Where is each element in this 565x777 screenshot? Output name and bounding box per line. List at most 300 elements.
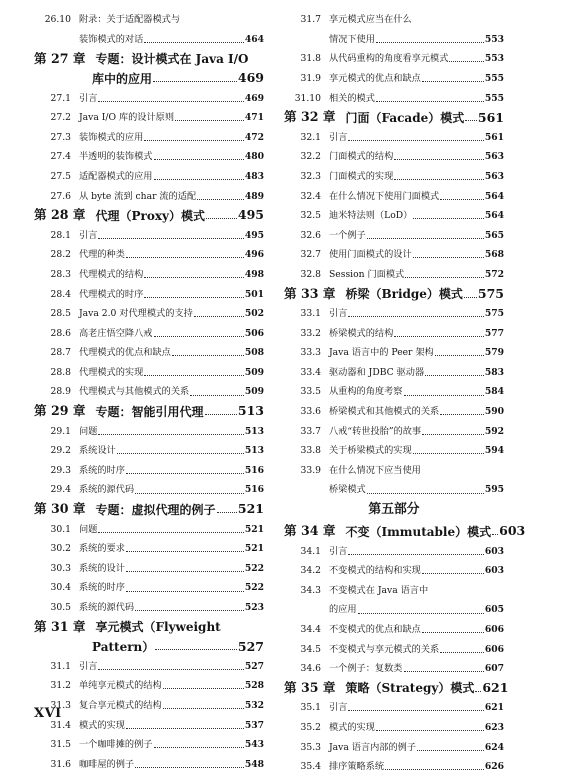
entry-title: 桥梁模式 — [329, 484, 366, 496]
section-number: 34.5 — [300, 643, 321, 655]
page-number: 521 — [244, 523, 264, 535]
entry-title: 模式的实现 — [329, 721, 375, 733]
entry-title: 代理模式的优点和缺点 — [79, 347, 171, 359]
dot-leader — [348, 710, 483, 711]
dot-leader — [126, 728, 244, 729]
dot-leader — [465, 120, 477, 121]
dot-leader — [449, 61, 483, 62]
page-number: 605 — [484, 604, 504, 616]
page-number: 506 — [244, 327, 264, 339]
page-number: 508 — [244, 347, 264, 359]
toc-entry — [284, 737, 504, 757]
toc-entry — [34, 676, 264, 696]
section-number: 32.1 — [300, 131, 321, 143]
entry-title: 半透明的装饰模式 — [79, 151, 153, 163]
section-number: 28.6 — [50, 327, 71, 339]
page-number: 583 — [484, 366, 504, 378]
toc-entry — [34, 559, 264, 579]
toc-entry — [34, 363, 264, 383]
page-number: 543 — [244, 739, 264, 751]
toc-entry-continuation — [34, 30, 264, 50]
dot-leader — [154, 179, 244, 180]
dot-leader — [98, 532, 243, 533]
entry-title: 系统的源代码 — [79, 484, 135, 496]
toc-entry — [34, 284, 264, 304]
chapter-heading — [284, 679, 509, 699]
toc-entry — [34, 578, 264, 598]
toc-entry — [34, 382, 264, 402]
toc-entry — [34, 519, 264, 539]
dot-leader — [126, 551, 244, 552]
page-number: 509 — [244, 386, 264, 398]
dot-leader — [163, 708, 244, 709]
entry-title: Java 语言内部的例子 — [329, 741, 417, 753]
entry-title: 适配器模式的应用 — [79, 170, 153, 182]
entry-title: 问题 — [79, 425, 98, 437]
dot-leader — [153, 81, 237, 82]
section-number: 29.2 — [50, 445, 71, 457]
section-number: 32.7 — [300, 249, 321, 261]
page-number: 563 — [484, 170, 504, 182]
toc-entry — [284, 421, 504, 441]
toc-entry — [284, 69, 504, 89]
entry-title: 不变模式与享元模式的关系 — [329, 643, 440, 655]
page-number: 469 — [237, 70, 264, 86]
chapter-number: 第 34 章 — [284, 523, 336, 539]
section-number: 33.4 — [300, 366, 321, 378]
page-number: 501 — [244, 288, 264, 300]
dot-leader — [98, 434, 243, 435]
page-number: 621 — [484, 702, 504, 714]
entry-title: 驱动器和 JDBC 驱动器 — [329, 366, 425, 378]
dot-leader — [367, 493, 484, 494]
chapter-heading-continuation — [34, 637, 264, 657]
section-number: 32.6 — [300, 229, 321, 241]
toc-entry — [34, 88, 264, 108]
toc-entry — [284, 441, 504, 461]
dot-leader — [422, 81, 484, 82]
toc-entry — [284, 698, 504, 718]
section-number: 27.5 — [50, 170, 71, 182]
page-number: 521 — [237, 501, 264, 517]
section-number: 34.1 — [300, 545, 321, 557]
page-number: 522 — [244, 562, 264, 574]
section-number: 31.2 — [50, 680, 71, 692]
toc-left-column — [34, 10, 264, 774]
page-number: 489 — [244, 190, 264, 202]
dot-leader — [135, 610, 244, 611]
entry-title: 咖啡屋的例子 — [79, 758, 135, 770]
entry-title: 八戒“转世投胎”的故事 — [329, 425, 422, 437]
section-number: 27.4 — [50, 151, 71, 163]
entry-title: 系统的设计 — [79, 562, 125, 574]
section-number: 33.3 — [300, 347, 321, 359]
page-number: 592 — [484, 425, 504, 437]
entry-title: 门面（Facade）模式 — [345, 110, 465, 125]
toc-entry — [34, 186, 264, 206]
entry-title: 模式的实现 — [79, 719, 125, 731]
dot-leader — [464, 297, 477, 298]
dot-leader — [194, 316, 244, 317]
dot-leader — [394, 179, 484, 180]
entry-title: 问题 — [79, 523, 98, 535]
dot-leader — [404, 395, 484, 396]
dot-leader — [126, 571, 244, 572]
toc-entry — [34, 421, 264, 441]
section-number: 29.1 — [50, 425, 71, 437]
section-number: 29.4 — [50, 484, 71, 496]
entry-title: 从重构的角度考察 — [329, 386, 403, 398]
section-number: 35.3 — [300, 741, 321, 753]
page-number: 498 — [244, 268, 264, 280]
entry-title: 不变模式的优点和缺点 — [329, 624, 421, 635]
toc-entry-continuation — [284, 480, 504, 500]
section-number: 33.2 — [300, 327, 321, 339]
section-number: 32.5 — [300, 210, 321, 222]
page-number: 527 — [244, 660, 264, 672]
section-number: 31.9 — [300, 72, 321, 84]
page-number: 561 — [484, 131, 504, 143]
toc-entry — [284, 167, 504, 187]
section-number: 33.1 — [300, 308, 321, 320]
section-number: 32.8 — [300, 268, 321, 280]
entry-title: 一个例子：复数类 — [329, 663, 403, 675]
dot-leader — [394, 336, 484, 337]
toc-entry — [284, 541, 504, 561]
section-number: 31.5 — [50, 739, 71, 751]
dot-leader — [376, 42, 484, 43]
page-number: 516 — [244, 464, 264, 476]
toc-entry — [284, 639, 504, 659]
section-number: 31.4 — [50, 719, 71, 731]
dot-leader — [422, 573, 484, 574]
page-number: 502 — [244, 308, 264, 320]
entry-title: 门面模式的结构 — [329, 151, 394, 163]
chapter-number: 第 29 章 — [34, 403, 86, 419]
dot-leader — [475, 691, 481, 692]
entry-title: Pattern） — [92, 639, 155, 654]
dot-leader — [376, 730, 484, 731]
entry-title: Java 2.0 对代理模式的支持 — [79, 308, 193, 320]
entry-title: 装饰模式的应用 — [79, 131, 144, 143]
toc-entry — [34, 480, 264, 500]
dot-leader — [144, 375, 244, 376]
page-number: 584 — [484, 386, 504, 398]
page-number: 565 — [484, 229, 504, 241]
entry-title: 系统的时序 — [79, 464, 125, 476]
entry-title: 代理的种类 — [79, 249, 125, 261]
page-number: 621 — [482, 680, 509, 696]
dot-leader — [417, 750, 484, 751]
toc-entry — [34, 343, 264, 363]
section-number: 34.4 — [300, 624, 321, 635]
page-number: 532 — [244, 699, 264, 711]
dot-leader — [126, 473, 244, 474]
section-number: 30.2 — [50, 543, 71, 555]
dot-leader — [135, 767, 244, 768]
section-number: 34.3 — [300, 584, 321, 596]
page-number: 607 — [484, 663, 504, 675]
toc-entry — [284, 128, 504, 148]
page-number: 553 — [484, 33, 504, 45]
entry-title: 迪米特法则（LoD） — [329, 210, 413, 222]
section-number: 34.2 — [300, 565, 321, 577]
page-number: 603 — [499, 523, 526, 539]
entry-title: 桥梁模式和其他模式的关系 — [329, 406, 440, 418]
section-number: 35.4 — [300, 761, 321, 773]
toc-entry — [284, 147, 504, 167]
dot-leader — [206, 218, 237, 219]
entry-title: 享元模式应当在什么 — [329, 14, 412, 26]
dot-leader — [413, 218, 484, 219]
dot-leader — [197, 199, 244, 200]
toc-entry — [34, 147, 264, 167]
dot-leader — [404, 671, 484, 672]
section-number: 31.6 — [50, 758, 71, 770]
dot-leader — [413, 453, 484, 454]
toc-entry — [284, 265, 504, 285]
page-number: 472 — [244, 131, 264, 143]
entry-title: 在什么情况下应当使用 — [329, 464, 421, 476]
toc-entry — [284, 206, 504, 226]
dot-leader — [376, 101, 484, 102]
entry-title: 系统设计 — [79, 445, 116, 457]
chapter-heading — [34, 402, 264, 422]
page-number: 537 — [244, 719, 264, 731]
dot-leader — [367, 238, 484, 239]
entry-title: 装饰模式的对话 — [79, 33, 144, 45]
section-number: 26.10 — [44, 14, 71, 26]
section-number: 28.5 — [50, 308, 71, 320]
entry-title: 代理模式的结构 — [79, 268, 144, 280]
entry-title: 引言 — [79, 92, 98, 104]
dot-leader — [425, 375, 484, 376]
entry-title: 相关的模式 — [329, 92, 375, 104]
page-number: 568 — [484, 249, 504, 261]
toc-entry — [284, 245, 504, 265]
section-number: 32.4 — [300, 190, 321, 202]
entry-title: 引言 — [79, 660, 98, 672]
page-number: 513 — [237, 403, 264, 419]
entry-title: 门面模式的实现 — [329, 170, 394, 182]
section-number: 28.2 — [50, 249, 71, 261]
entry-title: 引言 — [329, 545, 348, 557]
page-number: 606 — [484, 624, 504, 635]
part-heading — [284, 500, 504, 522]
section-number: 28.9 — [50, 386, 71, 398]
toc-entry — [284, 461, 504, 481]
page-number: 577 — [484, 327, 504, 339]
section-number: 28.7 — [50, 347, 71, 359]
section-number: 31.7 — [300, 14, 321, 26]
entry-title: 不变模式的结构和实现 — [329, 565, 421, 577]
section-number: 34.6 — [300, 663, 321, 675]
page-folio: XVI — [34, 706, 62, 721]
page-number: 523 — [244, 602, 264, 613]
section-number: 33.5 — [300, 386, 321, 398]
toc-entry — [284, 226, 504, 246]
section-number: 35.1 — [300, 702, 321, 714]
page-number: 548 — [244, 758, 264, 770]
chapter-heading — [284, 522, 526, 542]
dot-leader — [154, 159, 244, 160]
dot-leader — [492, 534, 498, 535]
section-number: 27.3 — [50, 131, 71, 143]
chapter-heading — [34, 617, 264, 637]
page-number: 575 — [477, 285, 504, 301]
entry-title: 不变（Immutable）模式 — [345, 524, 492, 539]
page-number: 564 — [484, 190, 504, 202]
dot-leader — [348, 316, 483, 317]
page-number: 623 — [484, 721, 504, 733]
dot-leader — [435, 355, 484, 356]
entry-title: 使用门面模式的设计 — [329, 249, 412, 261]
toc-entry — [34, 461, 264, 481]
section-number: 33.9 — [300, 464, 321, 476]
chapter-number: 第 30 章 — [34, 501, 86, 517]
page-number: 495 — [237, 207, 264, 223]
dot-leader — [440, 199, 484, 200]
page-number: 521 — [244, 543, 264, 555]
dot-leader — [163, 688, 244, 689]
dot-leader — [440, 652, 484, 653]
toc-entry — [284, 363, 504, 383]
dot-leader — [385, 769, 484, 770]
entry-title: 引言 — [329, 131, 348, 143]
entry-title: 情况下使用 — [329, 33, 375, 45]
section-number: 30.5 — [50, 602, 71, 613]
page-number: 527 — [237, 638, 264, 654]
page-number: 469 — [244, 92, 264, 104]
dot-leader — [144, 140, 244, 141]
dot-leader — [413, 257, 484, 258]
toc-entry — [284, 10, 504, 30]
entry-title: 关于桥梁模式的实现 — [329, 445, 412, 457]
dot-leader — [422, 434, 484, 435]
chapter-heading-continuation — [34, 69, 264, 89]
toc-entry — [284, 620, 504, 640]
dot-leader — [98, 238, 243, 239]
dot-leader — [422, 632, 484, 633]
dot-leader — [135, 493, 244, 494]
chapter-number: 第 33 章 — [284, 285, 336, 301]
section-number: 35.2 — [300, 721, 321, 733]
page-number: 528 — [244, 680, 264, 692]
section-number: 27.2 — [50, 112, 71, 124]
page-number: 603 — [484, 545, 504, 557]
entry-title: 专题：智能引用代理 — [95, 404, 204, 419]
dot-leader — [405, 277, 484, 278]
page-number: 555 — [484, 72, 504, 84]
entry-title: 从代码重构的角度看享元模式 — [329, 53, 449, 65]
page-number: 563 — [484, 151, 504, 163]
chapter-number: 第 28 章 — [34, 207, 86, 223]
toc-entry-continuation — [284, 600, 504, 620]
page-number: 564 — [484, 210, 504, 222]
entry-title: 代理（Proxy）模式 — [95, 208, 205, 223]
page-number: 624 — [484, 741, 504, 753]
dot-leader — [144, 277, 244, 278]
section-number: 31.10 — [294, 92, 321, 104]
section-number: 28.8 — [50, 366, 71, 378]
toc-entry — [34, 167, 264, 187]
toc-entry — [34, 265, 264, 285]
dot-leader — [190, 395, 244, 396]
entry-title: 策略（Strategy）模式 — [345, 681, 475, 696]
dot-leader — [217, 512, 237, 513]
dot-leader — [144, 42, 244, 43]
entry-title: 系统的源代码 — [79, 602, 135, 613]
chapter-heading — [34, 206, 264, 226]
toc-entry — [34, 128, 264, 148]
toc-entry — [284, 382, 504, 402]
toc-entry — [284, 49, 504, 69]
chapter-heading — [284, 108, 504, 128]
section-number: 33.6 — [300, 406, 321, 418]
entry-title: 引言 — [79, 229, 98, 241]
chapter-number: 第 27 章 — [34, 50, 86, 66]
entry-title: 排序策略系统 — [329, 761, 385, 773]
entry-title: 引言 — [329, 702, 348, 714]
toc-entry — [34, 108, 264, 128]
entry-title: 代理模式与其他模式的关系 — [79, 386, 190, 398]
page-number: 516 — [244, 484, 264, 496]
entry-title: 享元模式（Flyweight — [95, 620, 221, 635]
page-number: 603 — [484, 565, 504, 577]
page-number: 495 — [244, 229, 264, 241]
entry-title: 专题：虚拟代理的例子 — [95, 502, 216, 517]
entry-title: 享元模式的优点和缺点 — [329, 72, 421, 84]
page-number: 555 — [484, 92, 504, 104]
page-number: 513 — [244, 425, 264, 437]
dot-leader — [175, 120, 244, 121]
dot-leader — [155, 649, 237, 650]
page-number: 626 — [484, 761, 504, 773]
dot-leader — [126, 257, 244, 258]
dot-leader — [98, 669, 243, 670]
section-number: 33.8 — [300, 445, 321, 457]
entry-title: 代理模式的时序 — [79, 288, 144, 300]
toc-entry — [34, 226, 264, 246]
section-number: 27.6 — [50, 190, 71, 202]
entry-title: 一个例子 — [329, 229, 366, 241]
entry-title: 一个咖啡摊的例子 — [79, 739, 153, 751]
chapter-heading — [284, 284, 504, 304]
page-number: 553 — [484, 53, 504, 65]
chapter-heading — [34, 49, 264, 69]
entry-title: 引言 — [329, 308, 348, 320]
section-number: 29.3 — [50, 464, 71, 476]
dot-leader — [154, 336, 244, 337]
entry-title: 系统的时序 — [79, 582, 125, 594]
entry-title: Java I/O 库的设计原则 — [79, 112, 175, 124]
toc-entry — [34, 245, 264, 265]
entry-title: 从 byte 流到 char 流的适配 — [79, 190, 197, 202]
section-number: 33.7 — [300, 425, 321, 437]
toc-entry — [34, 715, 264, 735]
toc-entry — [284, 343, 504, 363]
section-number: 30.4 — [50, 582, 71, 594]
page-number: 513 — [244, 445, 264, 457]
page-number: 590 — [484, 406, 504, 418]
toc-entry — [34, 735, 264, 755]
toc-right-column — [284, 10, 526, 777]
dot-leader — [172, 355, 244, 356]
dot-leader — [126, 591, 244, 592]
toc-entry — [34, 324, 264, 344]
section-number: 30.3 — [50, 562, 71, 574]
page-number: 579 — [484, 347, 504, 359]
